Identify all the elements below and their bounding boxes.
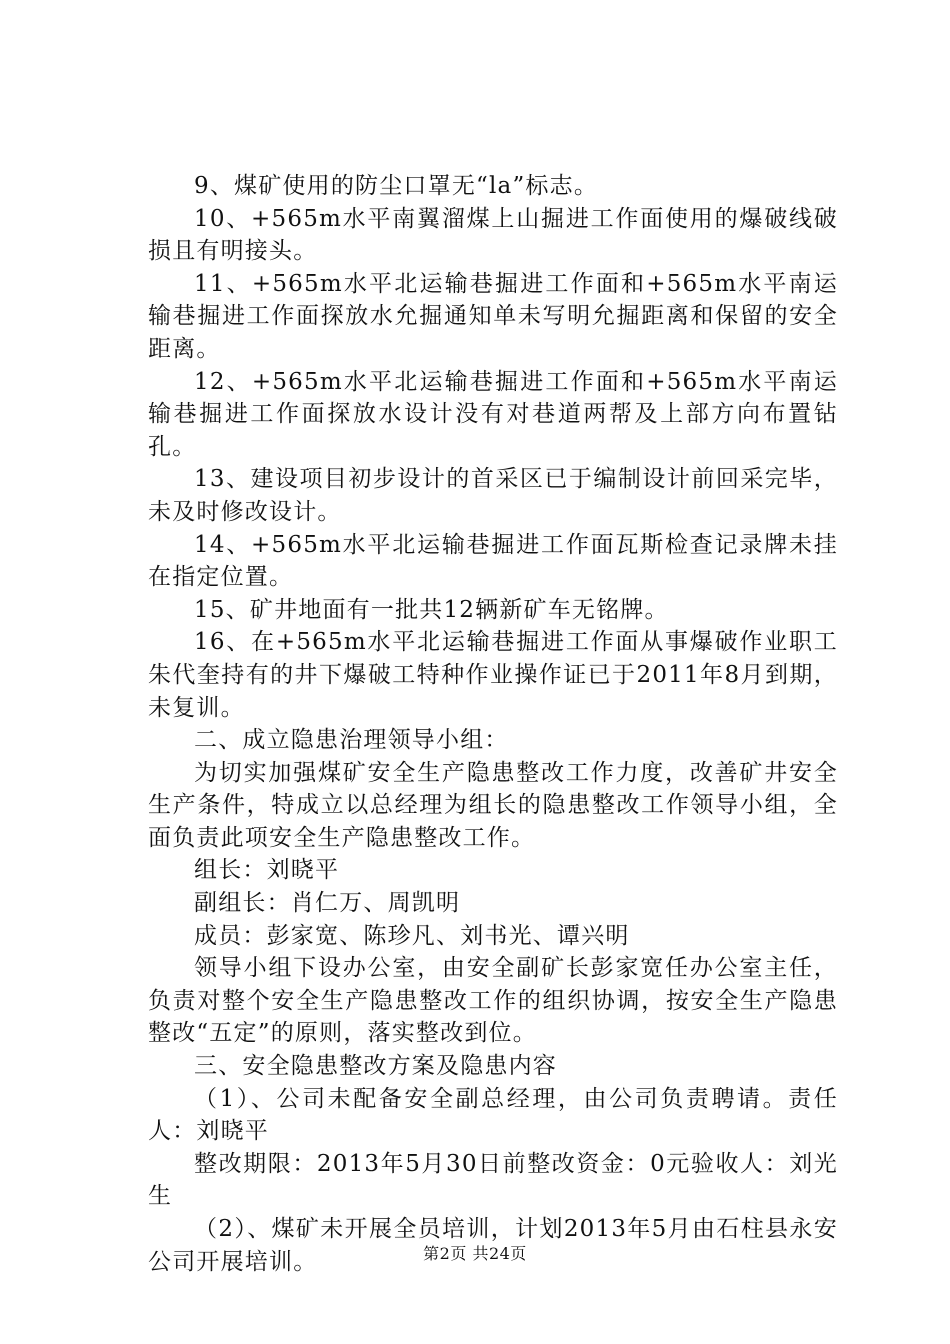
deputy-leader-line: 副组长：肖仁万、周凯明	[194, 890, 461, 917]
paragraph-item-11: 11、+565m水平北运输巷掘进工作面和+565m水平南运输巷掘进工作面探放水允掘通知单未写明允掘距离和保留的安全距离。	[148, 270, 838, 362]
plan-item-1: （1）、公司未配备安全副总经理，由公司负责聘请。责任人：刘晓平	[148, 1085, 838, 1145]
members-line: 成员：彭家宽、陈珍凡、刘书光、谭兴明	[194, 922, 630, 949]
paragraph-item-12: 12、+565m水平北运输巷掘进工作面和+565m水平南运输巷掘进工作面探放水设计没有对巷道两帮及上部方向布置钻孔。	[148, 368, 838, 460]
paragraph-item-9: 9、煤矿使用的防尘口罩无“la”标志。	[194, 173, 599, 199]
paragraph-office: 领导小组下设办公室，由安全副矿长彭家宽任办公室主任，负责对整个安全生产隐患整改工作的组织协调，按安全生产隐患整改“五定”的原则，落实整改到位。	[148, 955, 838, 1047]
paragraph-item-14: 14、+565m水平北运输巷掘进工作面瓦斯检查记录牌未挂在指定位置。	[148, 531, 838, 591]
paragraph-item-10: 10、+565m水平南翼溜煤上山掘进工作面使用的爆破线破损且有明接头。	[148, 205, 838, 265]
paragraph-item-13: 13、建设项目初步设计的首采区已于编制设计前回采完毕，未及时修改设计。	[148, 466, 838, 525]
section-heading-leadership-group: 二、成立隐患治理领导小组：	[194, 727, 509, 754]
paragraph-group-purpose: 为切实加强煤矿安全生产隐患整改工作力度，改善矿井安全生产条件，特成立以总经理为组长的隐患整改工作领导小组，全面负责此项安全生产隐患整改工作。	[148, 759, 838, 851]
paragraph-item-16: 16、在+565m水平北运输巷掘进工作面从事爆破作业职工朱代奎持有的井下爆破工特种作业操作证已于2011年8月到期，未复训。	[148, 629, 838, 721]
paragraph-item-15: 15、矿井地面有一批共12辆新矿车无铭牌。	[194, 596, 669, 623]
page-footer: 第2页 共24页	[423, 1244, 527, 1263]
group-leader-line: 组长：刘晓平	[194, 857, 340, 884]
document-body	[148, 170, 838, 1278]
plan-item-1-deadline: 整改期限：2013年5月30日前整改资金：0元验收人：刘光生	[148, 1150, 838, 1210]
section-heading-rectification-plan: 三、安全隐患整改方案及隐患内容	[194, 1053, 557, 1080]
plan-item-2: （2）、煤矿未开展全员培训，计划2013年5月由石柱县永安公司开展培训。	[148, 1216, 838, 1275]
